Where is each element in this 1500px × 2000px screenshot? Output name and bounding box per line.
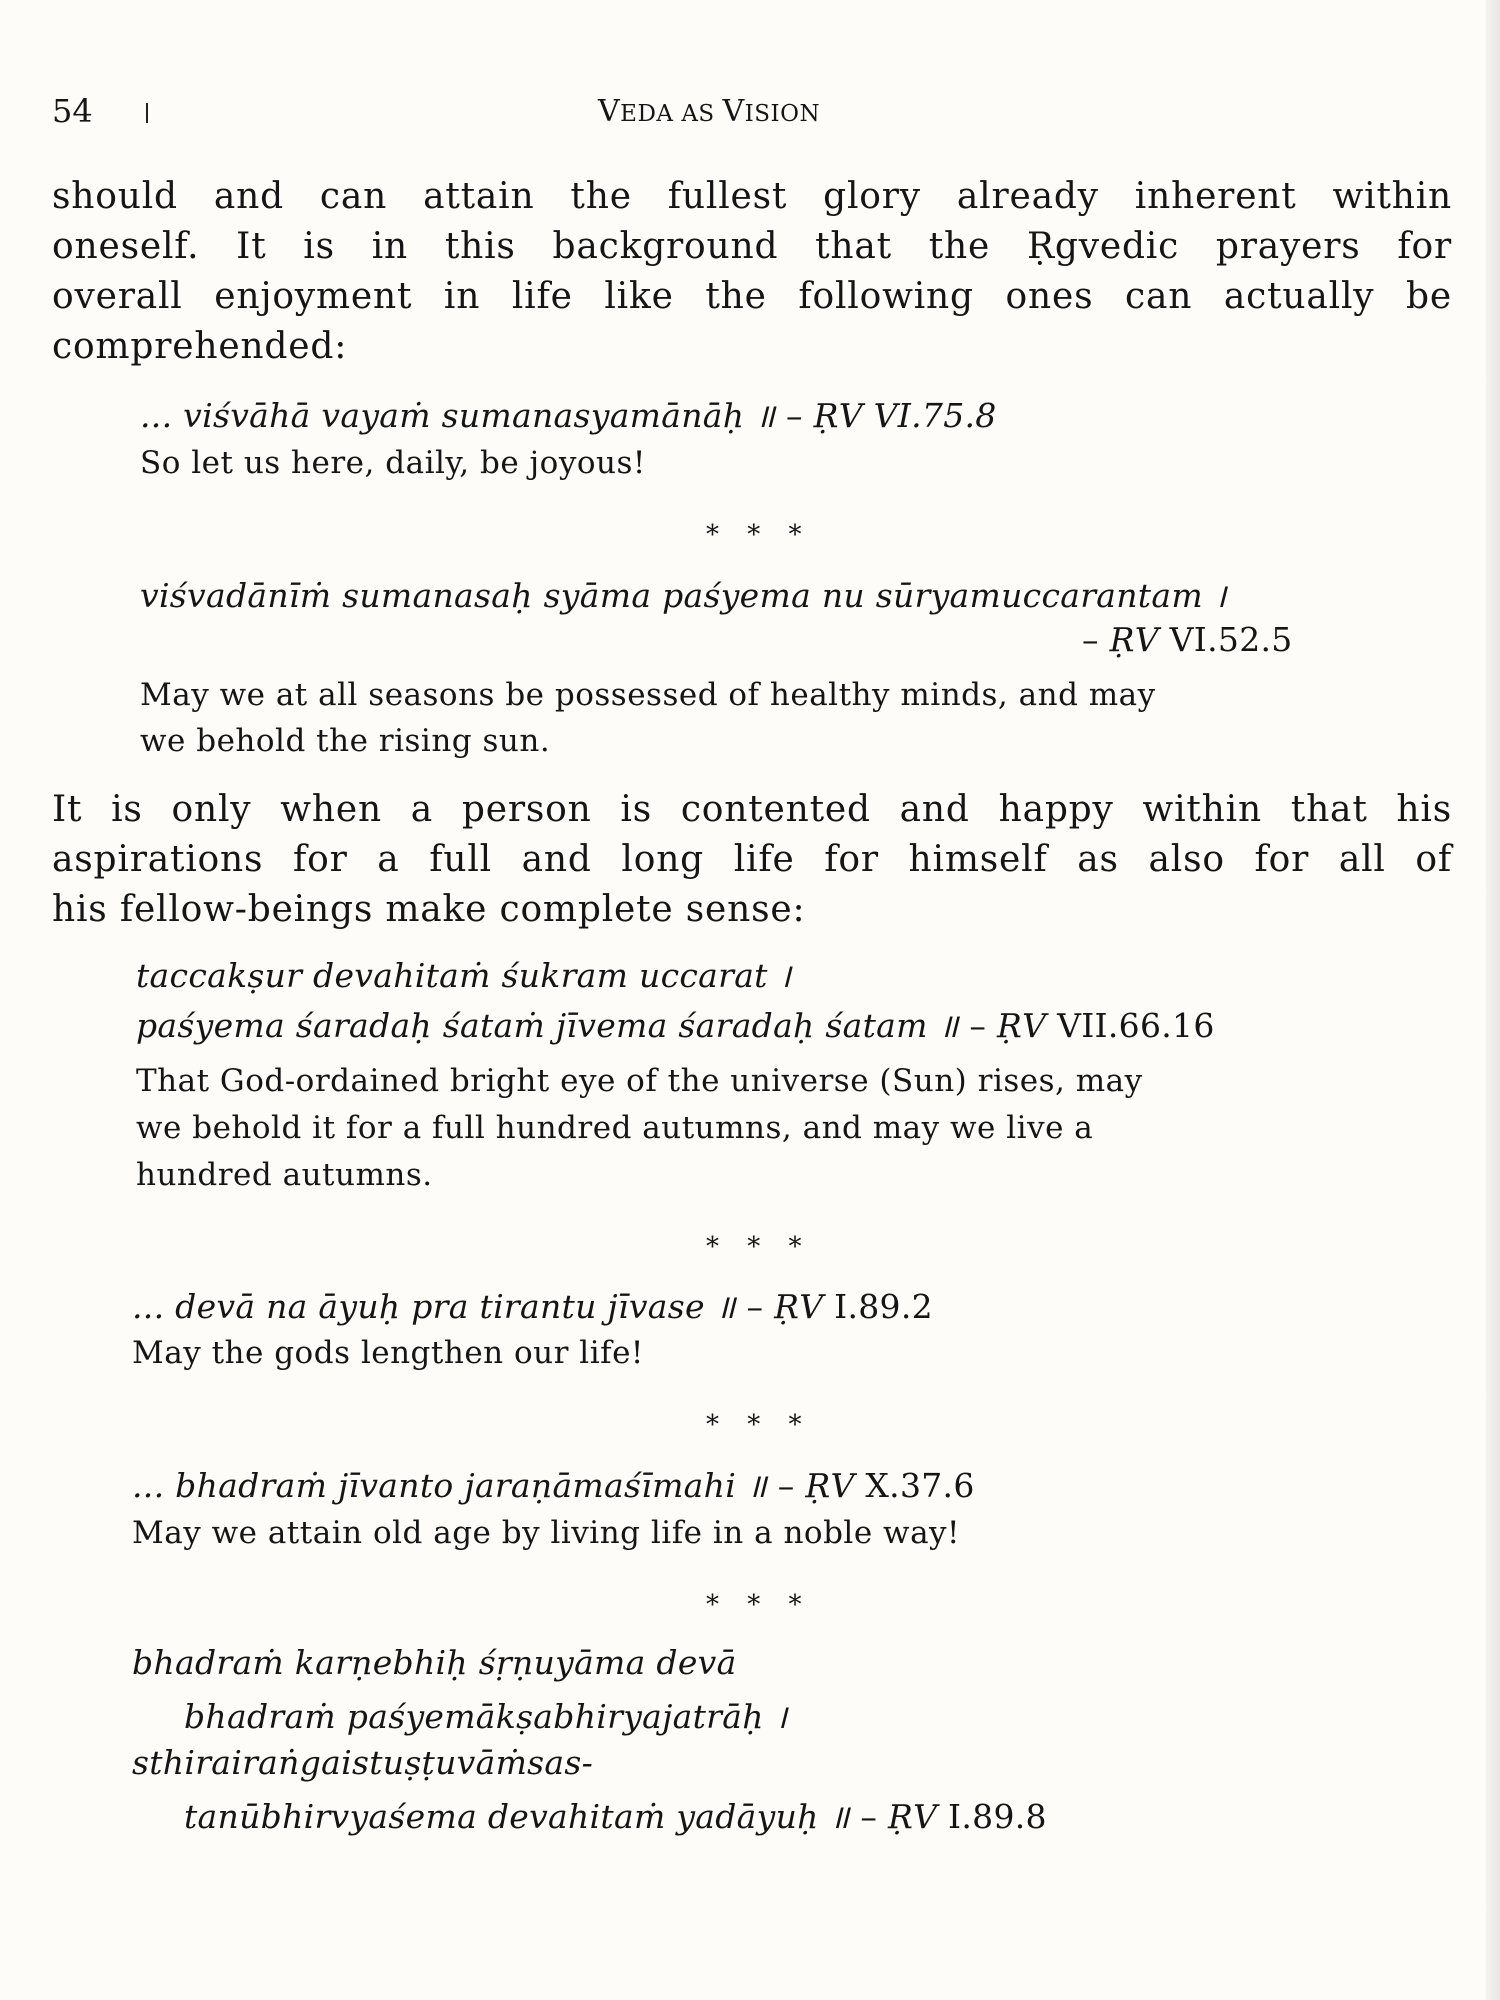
verse-2: viśvadānīṁ sumanasaḥ syāma paśyema nu sūryamuccarantam ।	[140, 576, 1227, 615]
paragraph-2	[52, 785, 1452, 935]
translation-3-line: That God-ordained bright eye of the universe (Sun) rises, may	[136, 1063, 1143, 1099]
running-title: VEDA AS VISION	[598, 94, 821, 129]
verse-6-line: tanūbhirvyaśema devahitaṁ yadāyuḥ ॥ – ṚV I.89.8	[184, 1797, 1047, 1836]
paragraph-line: oneself. It is in this background that the Ṛgvedic prayers for	[52, 226, 1452, 267]
translation-2-line: May we at all seasons be possessed of healthy minds, and may	[140, 677, 1156, 713]
verse-reference: – ṚV X.37.6	[766, 1466, 975, 1505]
translation-5: May we attain old age by living life in a noble way!	[132, 1515, 961, 1551]
paragraph-line: overall enjoyment in life like the following ones can actually be	[52, 276, 1452, 317]
verse-1: ... viśvāhā vayaṁ sumanasyamānāḥ ॥ – ṚV VI.75.8	[140, 396, 997, 435]
verse-reference: – ṚV I.89.2	[735, 1287, 933, 1326]
verse-5: ... bhadraṁ jīvanto jaraṇāmaśīmahi ॥ – ṚV X.37.6	[132, 1466, 975, 1505]
section-divider: * * *	[706, 1232, 812, 1262]
verse-reference: – ṚV VII.66.16	[958, 1006, 1215, 1045]
verse-3-line: paśyema śaradaḥ śataṁ jīvema śaradaḥ śatam ॥ – ṚV VII.66.16	[136, 1006, 1215, 1045]
verse-6-line: bhadraṁ karṇebhiḥ śṛṇuyāma devā	[132, 1643, 737, 1682]
verse-6-line: sthirairaṅgaistuṣṭuvāṁsas-	[132, 1743, 594, 1782]
section-divider: * * *	[706, 520, 812, 550]
paragraph-line: It is only when a person is contented and happy within that his	[52, 789, 1452, 830]
verse-4: ... devā na āyuḥ pra tirantu jīvase ॥ – ṚV I.89.2	[132, 1287, 933, 1326]
page-number: 54	[52, 92, 93, 130]
translation-3-line: hundred autumns.	[136, 1157, 433, 1193]
verse-3-line: taccakṣur devahitaṁ śukram uccarat ।	[136, 956, 792, 995]
paragraph-line: comprehended:	[52, 326, 348, 367]
paragraph-line: should and can attain the fullest glory already inherent within	[52, 176, 1452, 217]
header-separator	[146, 103, 148, 123]
translation-2-line: we behold the rising sun.	[140, 723, 551, 759]
verse-reference: – ṚV VI.75.8	[775, 396, 997, 435]
translation-3-line: we behold it for a full hundred autumns, and may we live a	[136, 1110, 1094, 1146]
verse-reference: – ṚV I.89.8	[849, 1797, 1047, 1836]
paragraph-1	[52, 172, 1452, 372]
verse-6-line: bhadraṁ paśyemākṣabhiryajatrāḥ ।	[184, 1697, 788, 1736]
paragraph-line: aspirations for a full and long life for himself as also for all of	[52, 839, 1452, 880]
translation-4: May the gods lengthen our life!	[132, 1335, 644, 1371]
section-divider: * * *	[706, 1410, 812, 1440]
translation-1: So let us here, daily, be joyous!	[140, 445, 646, 481]
verse-reference: – ṚV VI.52.5	[1082, 620, 1293, 659]
paragraph-line: his fellow-beings make complete sense:	[52, 889, 806, 930]
section-divider: * * *	[706, 1590, 812, 1620]
page-edge-shadow	[1486, 0, 1500, 2000]
